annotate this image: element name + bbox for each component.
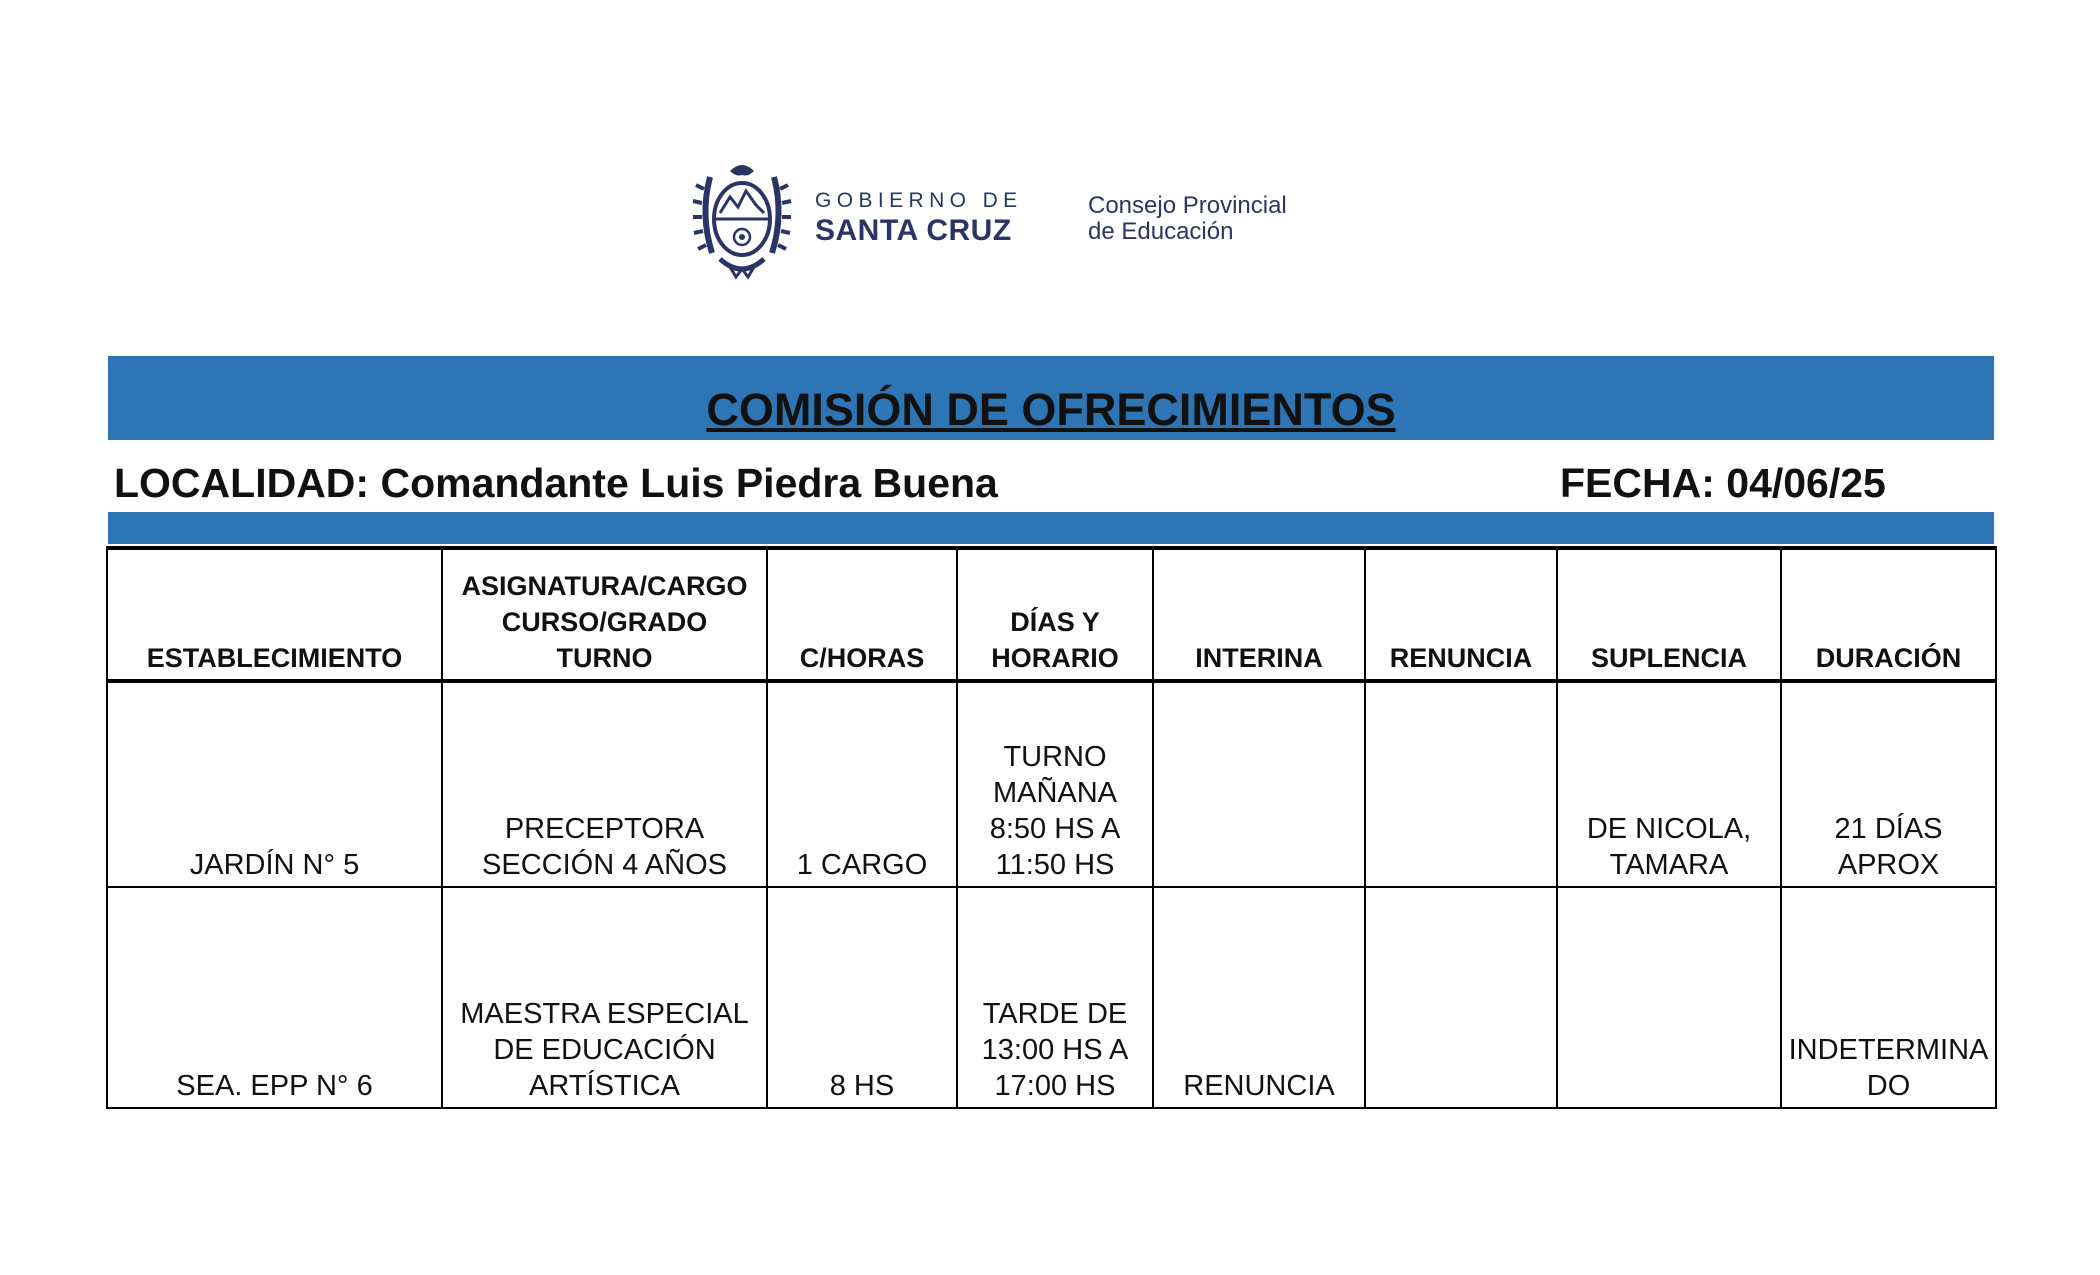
header-logo [690, 155, 1330, 285]
cell-establecimiento: JARDÍN N° 5 [107, 681, 442, 887]
council-line-1: Consejo Provincial [1088, 192, 1287, 219]
separator-band [108, 512, 1994, 544]
cell-horario: TARDE DE 13:00 HS A 17:00 HS [957, 887, 1153, 1108]
coat-of-arms-icon [690, 155, 794, 285]
table-row [107, 681, 1996, 887]
column-header-horario: DÍAS Y HORARIO [957, 548, 1153, 681]
column-header-duracion: DURACIÓN [1781, 548, 1996, 681]
cell-horas: 1 CARGO [767, 681, 957, 887]
cell-interina: RENUNCIA [1153, 887, 1365, 1108]
government-name [815, 189, 1023, 247]
column-header-establecimiento: ESTABLECIMIENTO [107, 548, 442, 681]
page-title: COMISIÓN DE OFRECIMIENTOS [706, 384, 1396, 435]
column-header-renuncia: RENUNCIA [1365, 548, 1557, 681]
cell-renuncia [1365, 681, 1557, 887]
cell-duracion: INDETERMINA DO [1781, 887, 1996, 1108]
cell-suplencia [1557, 887, 1781, 1108]
table-row [107, 887, 1996, 1108]
cell-horas: 8 HS [767, 887, 957, 1108]
cell-suplencia: DE NICOLA, TAMARA [1557, 681, 1781, 887]
cell-asignatura: PRECEPTORA SECCIÓN 4 AÑOS [442, 681, 767, 887]
table-header-row [107, 548, 1996, 681]
column-header-suplencia: SUPLENCIA [1557, 548, 1781, 681]
column-header-horas: C/HORAS [767, 548, 957, 681]
council-name [1088, 193, 1287, 245]
council-line-2: de Educación [1088, 218, 1234, 245]
column-header-asignatura: ASIGNATURA/CARGO CURSO/GRADO TURNO [442, 548, 767, 681]
cell-establecimiento: SEA. EPP N° 6 [107, 887, 442, 1108]
offers-table [106, 546, 1997, 1109]
cell-interina [1153, 681, 1365, 887]
cell-duracion: 21 DÍAS APROX [1781, 681, 1996, 887]
cell-renuncia [1365, 887, 1557, 1108]
cell-asignatura: MAESTRA ESPECIAL DE EDUCACIÓN ARTÍSTICA [442, 887, 767, 1108]
government-line-1: GOBIERNO DE [815, 189, 1023, 212]
locality-label: LOCALIDAD: Comandante Luis Piedra Buena [114, 460, 998, 506]
cell-horario: TURNO MAÑANA 8:50 HS A 11:50 HS [957, 681, 1153, 887]
government-line-2: SANTA CRUZ [815, 214, 1012, 247]
column-header-interina: INTERINA [1153, 548, 1365, 681]
date-label: FECHA: 04/06/25 [1560, 460, 1886, 506]
